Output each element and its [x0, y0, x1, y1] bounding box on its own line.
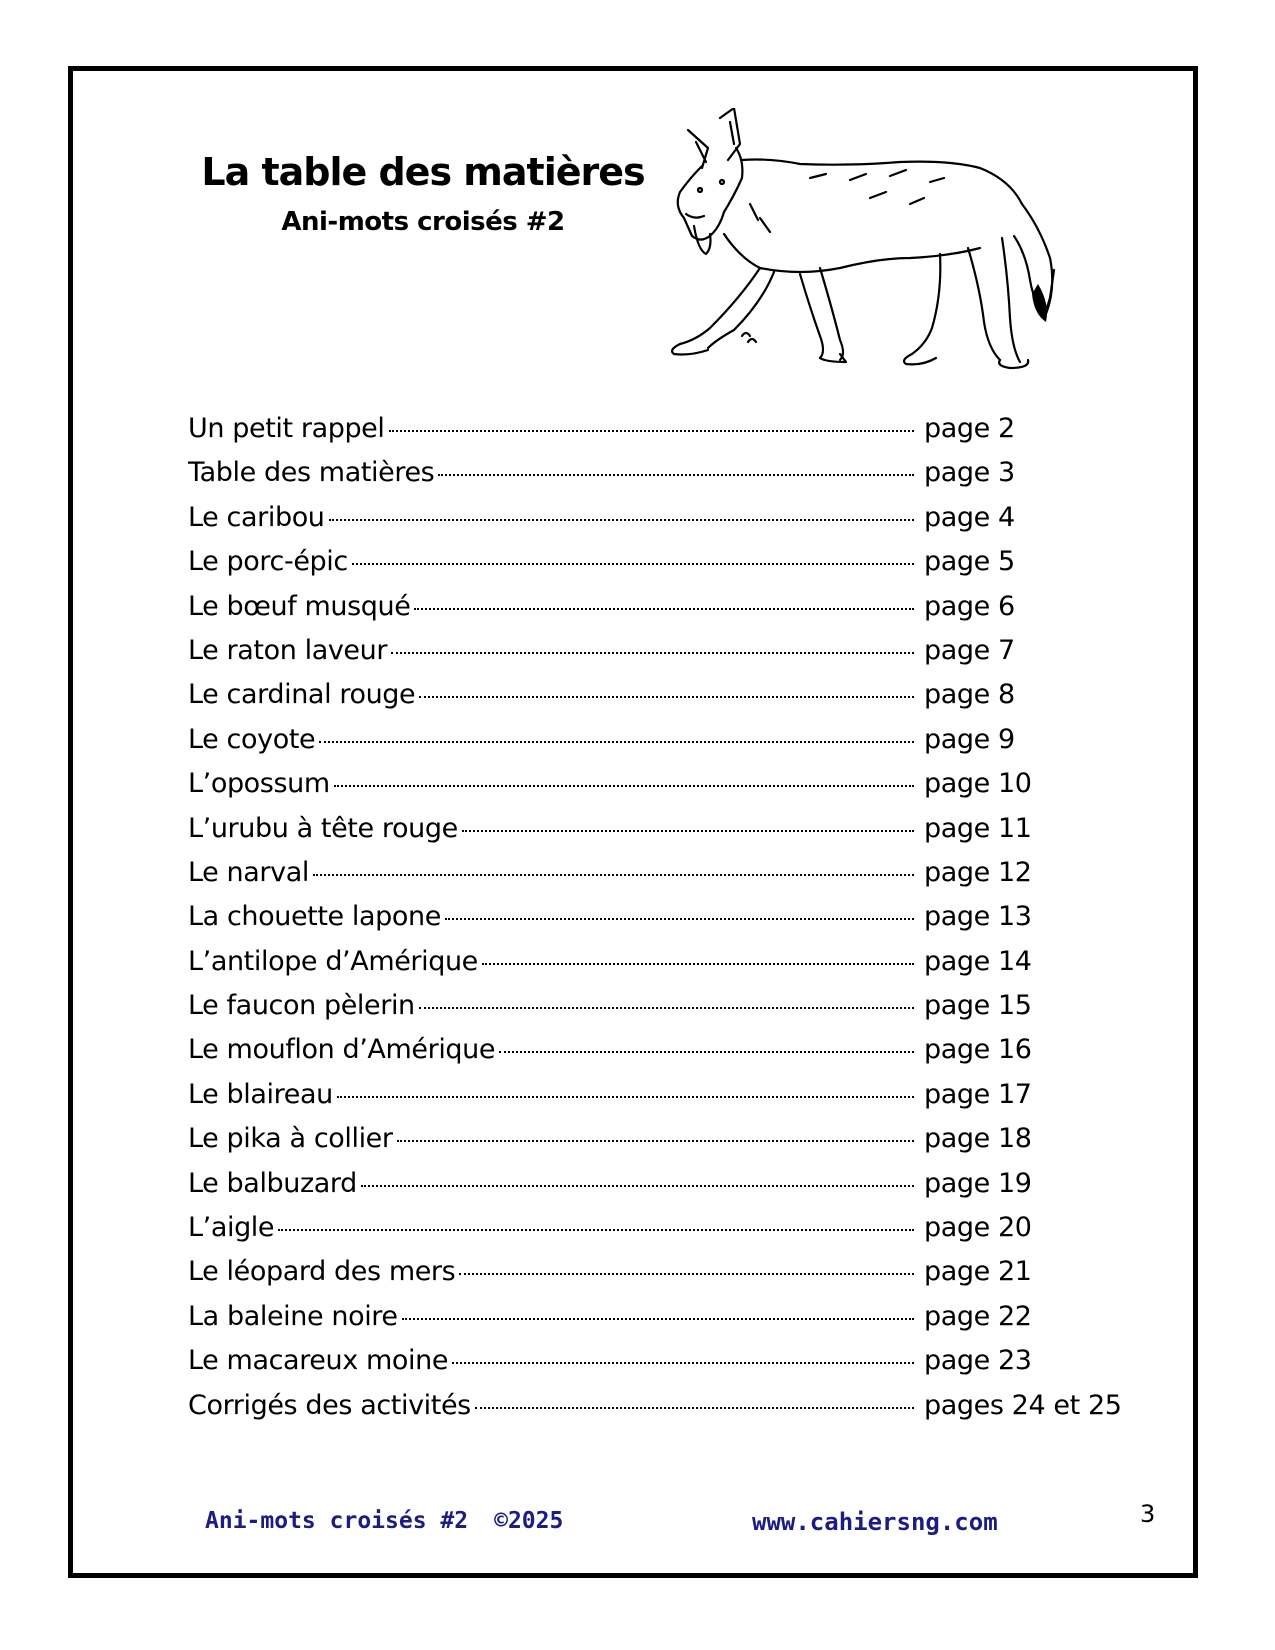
page-number: 3: [1140, 1500, 1156, 1528]
dotted-leader: [414, 608, 914, 610]
toc-entry-page: page 14: [924, 945, 1032, 977]
toc-entry-page: page 13: [924, 901, 1032, 933]
toc-entry: [188, 457, 1148, 501]
toc-entry-label: L’urubu à tête rouge: [188, 812, 458, 844]
toc-entry-label: Le porc-épic: [188, 546, 348, 578]
toc-entry-left: [188, 1256, 914, 1287]
toc-entry-left: [188, 901, 914, 932]
toc-entry-page: page 11: [924, 812, 1032, 844]
toc-entry: [188, 857, 1148, 901]
toc-entry-left: [188, 1168, 914, 1199]
toc-entry-left: [188, 546, 914, 577]
toc-entry: [188, 1079, 1148, 1123]
toc-entry: [188, 1390, 1148, 1434]
toc-entry-left: [188, 502, 914, 533]
toc-entry-label: Le faucon pèlerin: [188, 990, 415, 1022]
toc-entry-page: page 3: [924, 457, 1015, 489]
toc-entry-label: Le cardinal rouge: [188, 679, 416, 711]
toc-entry: [188, 635, 1148, 679]
toc-entry-left: [188, 1390, 914, 1421]
toc-entry-page: page 8: [924, 679, 1015, 711]
toc-entry: [188, 1256, 1148, 1300]
toc-entry-label: Corrigés des activités: [188, 1389, 471, 1421]
toc-entry-label: Le macareux moine: [188, 1345, 449, 1377]
toc-entry-page: page 7: [924, 634, 1015, 666]
toc-entry: [188, 546, 1148, 590]
footer-copyright: ©2025: [494, 1508, 564, 1534]
coyote-drawing-icon: [650, 108, 1110, 388]
toc-entry-left: [188, 990, 914, 1021]
toc-entry: [188, 813, 1148, 857]
toc-entry-page: page 22: [924, 1300, 1032, 1332]
toc-entry-label: Le narval: [188, 856, 309, 888]
footer-website[interactable]: www.cahiersng.com: [752, 1508, 998, 1536]
toc-entry-left: [188, 1034, 914, 1065]
dotted-leader: [329, 519, 914, 521]
toc-entry-label: Le blaireau: [188, 1078, 333, 1110]
toc-entry-left: [188, 1345, 914, 1376]
toc-entry-label: L’aigle: [188, 1212, 275, 1244]
toc-entry-left: [188, 813, 914, 844]
toc-entry: [188, 1212, 1148, 1256]
toc-entry-page: page 16: [924, 1034, 1032, 1066]
toc-entry-left: [188, 679, 914, 710]
toc-entry: [188, 1034, 1148, 1078]
dotted-leader: [419, 1007, 914, 1009]
toc-entry-label: Le bœuf musqué: [188, 590, 411, 622]
toc-entry-page: page 5: [924, 546, 1015, 578]
toc-entry-page: page 20: [924, 1212, 1032, 1244]
toc-entry: [188, 413, 1148, 457]
dotted-leader: [313, 874, 914, 876]
toc-entry-label: Le caribou: [188, 501, 325, 533]
toc-entry-label: Le léopard des mers: [188, 1256, 456, 1288]
toc-entry-left: [188, 1123, 914, 1154]
toc-entry-page: page 15: [924, 990, 1032, 1022]
toc-entry: [188, 724, 1148, 768]
toc-entry-page: page 19: [924, 1167, 1032, 1199]
dotted-leader: [397, 1140, 914, 1142]
footer-book-info: [205, 1508, 563, 1534]
toc-entry-label: L’opossum: [188, 768, 330, 800]
footer-book-title: Ani-mots croisés #2: [205, 1508, 469, 1534]
toc-entry-left: [188, 768, 914, 799]
toc-entry-page: page 12: [924, 856, 1032, 888]
toc-entry-page: page 2: [924, 413, 1015, 444]
dotted-leader: [438, 474, 914, 476]
toc-entry-label: La chouette lapone: [188, 901, 441, 933]
dotted-leader: [319, 741, 914, 743]
toc-entry-label: Le raton laveur: [188, 634, 388, 666]
dotted-leader: [402, 1318, 914, 1320]
toc-entry: [188, 502, 1148, 546]
toc-entry: [188, 990, 1148, 1034]
dotted-leader: [482, 963, 914, 965]
dotted-leader: [352, 563, 914, 565]
page-title: La table des matières: [201, 150, 645, 194]
toc-entry-left: [188, 1079, 914, 1110]
table-of-contents: [188, 413, 1148, 1434]
toc-entry-label: Le coyote: [188, 723, 316, 755]
dotted-leader: [499, 1051, 914, 1053]
dotted-leader: [445, 918, 914, 920]
toc-entry-label: Table des matières: [188, 457, 435, 489]
toc-entry: [188, 591, 1148, 635]
dotted-leader: [462, 830, 914, 832]
toc-entry-page: page 18: [924, 1123, 1032, 1155]
dotted-leader: [334, 785, 914, 787]
dotted-leader: [361, 1185, 914, 1187]
toc-entry-left: [188, 413, 914, 444]
page-subtitle: Ani-mots croisés #2: [281, 207, 565, 237]
toc-entry-left: [188, 1301, 914, 1332]
dotted-leader: [459, 1273, 914, 1275]
toc-entry-left: [188, 946, 914, 977]
toc-entry-label: Un petit rappel: [188, 413, 385, 444]
toc-entry-page: page 23: [924, 1345, 1032, 1377]
toc-entry-label: La baleine noire: [188, 1300, 398, 1332]
toc-entry-left: [188, 457, 914, 488]
dotted-leader: [419, 696, 914, 698]
toc-entry: [188, 946, 1148, 990]
toc-entry-page: page 21: [924, 1256, 1032, 1288]
toc-entry: [188, 901, 1148, 945]
toc-entry-page: page 10: [924, 768, 1032, 800]
toc-entry-label: Le balbuzard: [188, 1167, 357, 1199]
dotted-leader: [389, 430, 914, 432]
toc-entry-left: [188, 635, 914, 666]
dotted-leader: [452, 1362, 914, 1364]
dotted-leader: [391, 652, 914, 654]
toc-entry: [188, 768, 1148, 812]
toc-entry-left: [188, 857, 914, 888]
toc-entry-page: page 9: [924, 723, 1015, 755]
toc-entry: [188, 1168, 1148, 1212]
toc-entry: [188, 1345, 1148, 1389]
toc-entry-label: L’antilope d’Amérique: [188, 945, 478, 977]
toc-entry-label: Le mouflon d’Amérique: [188, 1034, 496, 1066]
toc-entry: [188, 1301, 1148, 1345]
toc-entry: [188, 679, 1148, 723]
toc-entry-page: pages 24 et 25: [924, 1389, 1122, 1421]
dotted-leader: [475, 1407, 914, 1409]
toc-entry-page: page 17: [924, 1078, 1032, 1110]
toc-entry-label: Le pika à collier: [188, 1123, 393, 1155]
toc-entry: [188, 1123, 1148, 1167]
toc-entry-page: page 6: [924, 590, 1015, 622]
toc-entry-left: [188, 1212, 914, 1243]
dotted-leader: [337, 1096, 914, 1098]
toc-entry-left: [188, 591, 914, 622]
toc-entry-page: page 4: [924, 501, 1015, 533]
toc-entry-left: [188, 724, 914, 755]
dotted-leader: [278, 1229, 914, 1231]
